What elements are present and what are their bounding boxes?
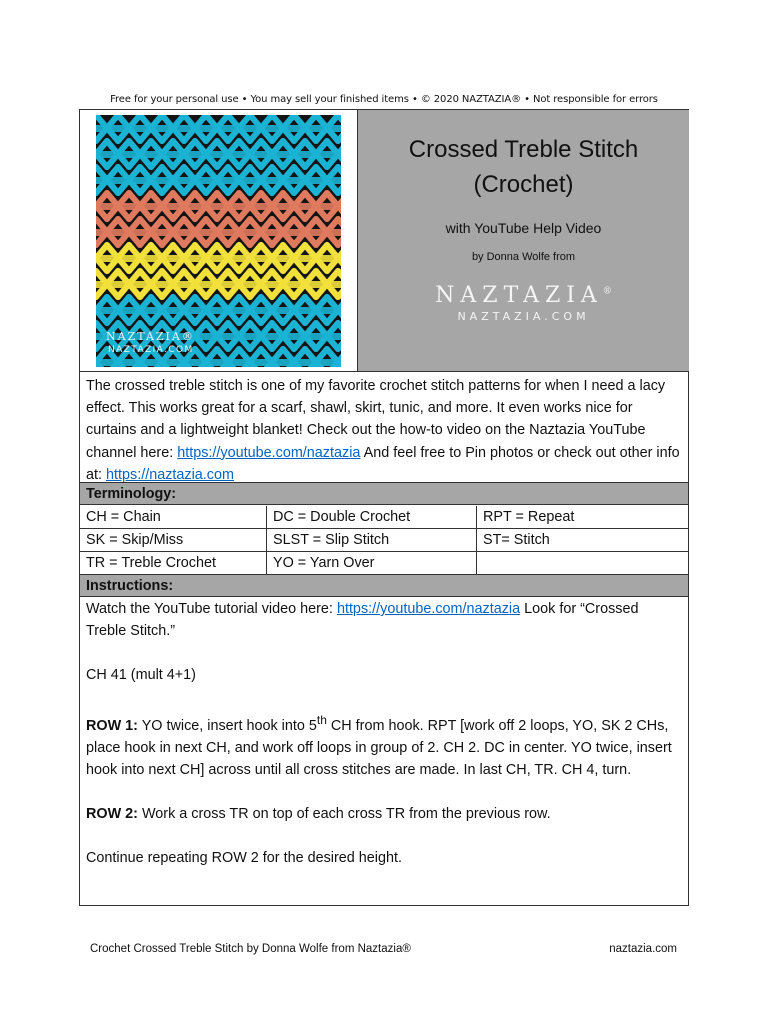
- table-row: TR = Treble Crochet YO = Yarn Over: [80, 552, 688, 575]
- pattern-subtitle: with YouTube Help Video: [445, 220, 602, 236]
- hero-section: [80, 110, 688, 372]
- site-link[interactable]: https://naztazia.com: [106, 466, 234, 483]
- yarn-band: [96, 203, 341, 210]
- tutorial-link[interactable]: https://youtube.com/naztazia: [336, 601, 521, 617]
- footer-credit: Crochet Crossed Treble Stitch by Donna Wolfe from Naztazia®: [90, 943, 411, 955]
- brand-logo: NAZTAZIA®: [435, 283, 612, 308]
- table-row: SK = Skip/Miss SLST = Slip Stitch ST= Stitch: [80, 529, 688, 552]
- photo-watermark-logo: NAZTAZIA®: [106, 330, 195, 343]
- title-panel: [357, 110, 689, 371]
- pattern-sheet: [79, 109, 689, 906]
- pattern-title: Crossed Treble Stitch (Crochet): [408, 136, 639, 198]
- intro-paragraph: The crossed treble stitch is one of my favorite crochet stitch patterns for when I need a lacy effect. This works great for a scarf, shawl, skirt, tunic, and more. It even works nice for curtains and a lightweight blanket! Check out the how-to video on the Naztazia YouTube channel here: https://youtube.com/naztazia And feel free to Pin photos or check out other info at: https://naztazia.com: [80, 372, 688, 483]
- footer-site: naztazia.com: [609, 943, 677, 955]
- youtube-link[interactable]: https://youtube.com/naztazia: [177, 444, 361, 461]
- watch-video-text: Watch the YouTube tutorial video here: https://youtube.com/naztazia Look for “Crossed Treble Stitch.”: [86, 601, 639, 640]
- row2-instructions: ROW 2: Work a cross TR on top of each cross TR from the previous row.: [86, 806, 551, 823]
- stitch-photo: [96, 115, 341, 367]
- instructions-body: [80, 598, 688, 891]
- yarn-band: [96, 307, 341, 314]
- continue-instructions: Continue repeating ROW 2 for the desired height.: [86, 850, 402, 867]
- brand-url: NAZTAZIA.COM: [457, 310, 590, 323]
- row1-instructions: ROW 1: YO twice, insert hook into 5th CH from hook. RPT [work off 2 loops, YO, SK 2 CHs, place hook in next CH, and work off loops in group of 2. CH 2. DC in center. YO twice, insert hook into next CH] across until all cross stitches are made. In last CH, TR. CH 4, turn.: [86, 712, 672, 778]
- yarn-band: [96, 151, 341, 158]
- table-row: CH = Chain DC = Double Crochet RPT = Repeat: [80, 506, 688, 529]
- terminology-table: [80, 506, 688, 575]
- instructions-heading: Instructions:: [80, 575, 688, 597]
- yarn-band: [96, 255, 341, 262]
- starting-chain: CH 41 (mult 4+1): [86, 667, 196, 684]
- yarn-band: [96, 359, 341, 366]
- header-note: Free for your personal use • You may sell your finished items • © 2020 NAZTAZIA® • Not responsible for errors: [110, 94, 658, 105]
- photo-watermark-url: NAZTAZIA.COM: [108, 345, 194, 355]
- terminology-heading: Terminology:: [80, 483, 688, 505]
- author-byline: by Donna Wolfe from: [471, 251, 576, 263]
